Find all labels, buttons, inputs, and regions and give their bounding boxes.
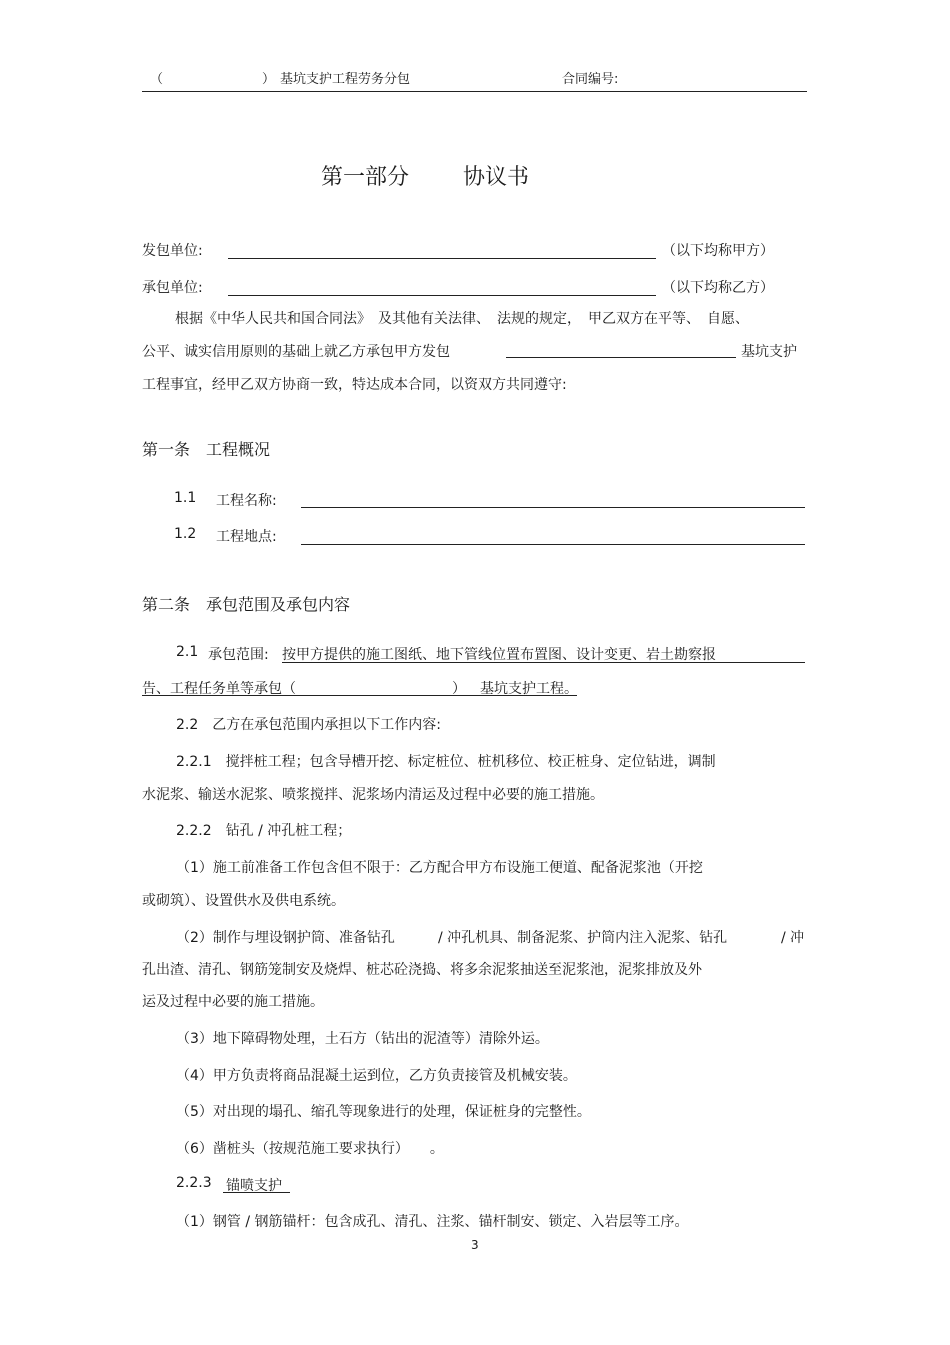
subitem-2-line-2: 孔出渣、清孔、钢筋笼制安及烧焊、桩芯砼浇捣、将多余泥浆抽送至泥浆池，泥浆排放及外: [142, 962, 702, 978]
project-name-blank[interactable]: [506, 357, 736, 358]
scope-underline: [282, 662, 805, 663]
project-location-field[interactable]: [301, 544, 805, 545]
item-2-2-3-number: 2.2.3: [176, 1175, 212, 1191]
item-2-2-2: 2.2.2 钻孔 / 冲孔桩工程；: [176, 823, 352, 839]
header-paren-open: （: [150, 72, 164, 87]
item-2-2: 2.2 乙方在承包范围内承担以下工作内容:: [176, 717, 441, 733]
item-1-1-number: 1.1: [174, 490, 197, 506]
item-2-2-3-underline: [223, 1192, 290, 1193]
employer-label: 发包单位:: [142, 243, 203, 259]
article-2-heading: 第二条 承包范围及承包内容: [142, 595, 351, 614]
subitem-2-line-1a: （2）制作与埋设钢护筒、准备钻孔: [176, 930, 395, 946]
page-number: 3: [471, 1238, 479, 1252]
subitem-2-line-3: 运及过程中必要的施工措施。: [142, 994, 324, 1010]
subitem-1-line-2: 或砌筑）、设置供水及供电系统。: [142, 893, 345, 909]
part-title: 第一部分: [321, 165, 410, 190]
contract-number-label: 合同编号:: [562, 72, 619, 87]
item-2-2-3-label: 锚喷支护: [226, 1178, 282, 1194]
preamble-line-1: 根据《中华人民共和国合同法》 及其他有关法律、 法规的规定， 甲乙双方在平等、 自愿、: [175, 311, 749, 327]
scope-line-2b: ）: [452, 681, 466, 697]
header-project-title: 基坑支护工程劳务分包: [280, 72, 411, 87]
subitem-j1: （1）钢管 / 钢筋锚杆：包含成孔、清孔、注浆、锚杆制安、锁定、入岩层等工序。: [176, 1214, 689, 1230]
project-location-label: 工程地点:: [216, 529, 277, 545]
scope-text: 按甲方提供的施工图纸、地下管线位置布置图、设计变更、岩土勘察报: [282, 647, 716, 663]
subitem-3: （3）地下障碍物处理，土石方（钻出的泥渣等）清除外运。: [176, 1031, 549, 1047]
subitem-2-line-1c: / 冲: [781, 930, 805, 946]
scope-line-2c: 基坑支护工程。: [480, 681, 578, 697]
subitem-6: （6）凿桩头（按规范施工要求执行） 。: [176, 1141, 444, 1157]
preamble-line-2: 公平、诚实信用原则的基础上就乙方承包甲方发包: [142, 344, 450, 360]
item-1-2-number: 1.2: [174, 526, 197, 542]
scope-line-2a: 告、工程任务单等承包（: [142, 681, 296, 697]
project-name-label: 工程名称:: [216, 493, 277, 509]
subitem-4: （4）甲方负责将商品混凝土运到位，乙方负责接管及机械安装。: [176, 1068, 577, 1084]
employer-blank[interactable]: [228, 258, 656, 259]
document-title: 协议书: [463, 165, 530, 190]
scope-label: 承包范围:: [208, 647, 269, 663]
header-paren-close: ）: [262, 72, 276, 87]
subitem-1-line-1: （1）施工前准备工作包含但不限于：乙方配合甲方布设施工便道、配备泥浆池（开挖: [176, 860, 703, 876]
article-1-heading: 第一条 工程概况: [142, 440, 271, 459]
header-rule: [142, 91, 807, 92]
item-2-2-1-line-2: 水泥浆、输送水泥浆、喷浆搅拌、泥浆场内清运及过程中必要的施工措施。: [142, 787, 604, 803]
item-2-1-number: 2.1: [176, 644, 199, 660]
subitem-5: （5）对出现的塌孔、缩孔等现象进行的处理，保证桩身的完整性。: [176, 1104, 591, 1120]
employer-suffix: （以下均称甲方）: [662, 243, 774, 259]
project-name-field[interactable]: [301, 507, 805, 508]
preamble-line-3: 工程事宜，经甲乙双方协商一致，特达成本合同，以资双方共同遵守:: [142, 377, 567, 393]
subitem-2-line-1b: / 冲孔机具、制备泥浆、护筒内注入泥浆、钻孔: [438, 930, 728, 946]
contractor-blank[interactable]: [228, 295, 656, 296]
item-2-2-1-line-1: 2.2.1 搅拌桩工程；包含导槽开挖、标定桩位、桩机移位、校正桩身、定位钻进，调制: [176, 754, 716, 770]
contractor-suffix: （以下均称乙方）: [662, 280, 774, 296]
preamble-line-2-tail: 基坑支护: [741, 344, 797, 360]
contractor-label: 承包单位:: [142, 280, 203, 296]
